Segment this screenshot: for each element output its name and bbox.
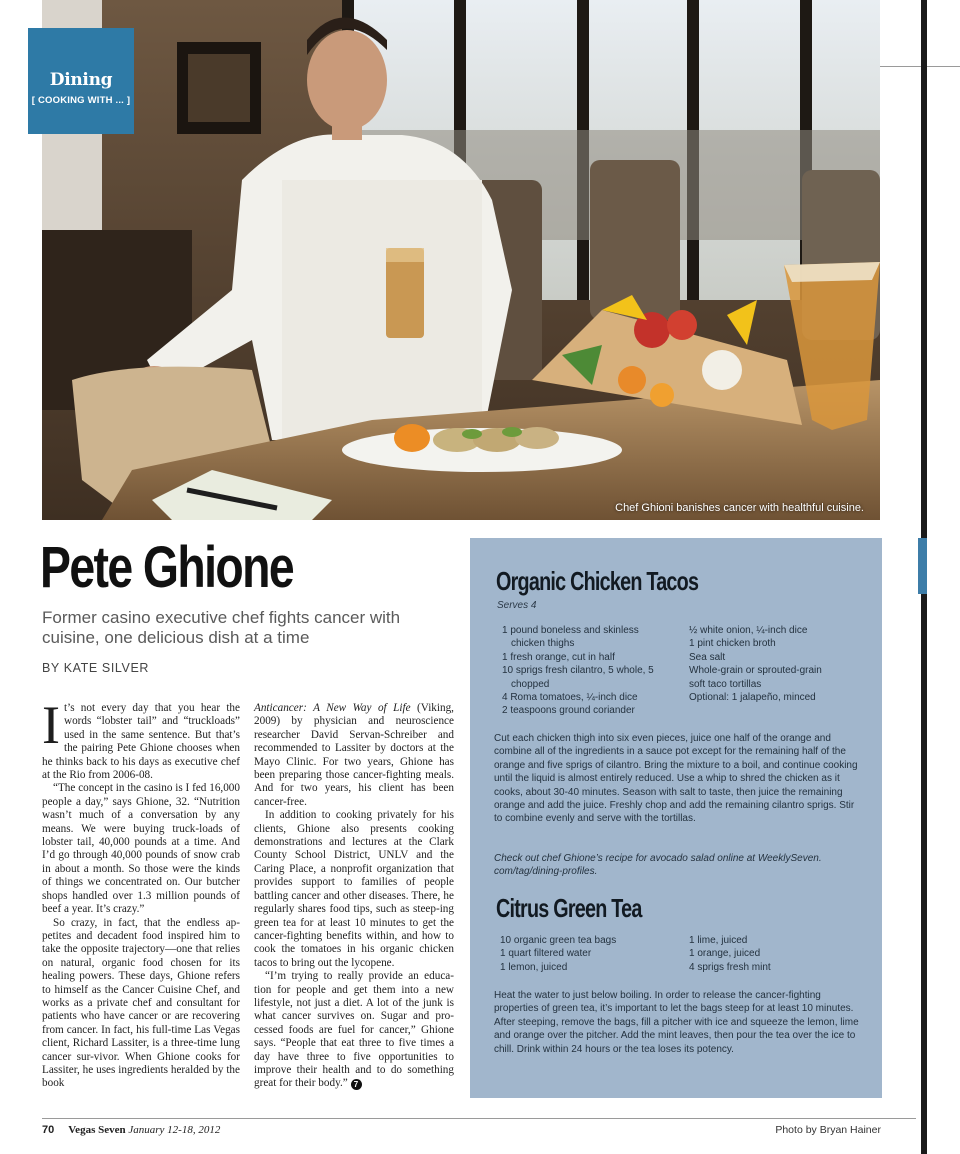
magazine-name: Vegas Seven	[68, 1124, 126, 1136]
recipe-2-ingredients-left	[500, 934, 680, 974]
recipe-1-ingredients-left	[502, 624, 692, 718]
ingredient-item: 1 lemon, juiced	[500, 961, 568, 973]
section-title: Dining	[49, 70, 113, 90]
ingredient-item: 1 pound boneless and skinless	[502, 625, 639, 636]
ingredient-item: 1 lime, juiced	[689, 935, 748, 946]
section-subtitle: [ COOKING WITH ... ]	[31, 95, 131, 106]
article-headline: Pete Ghione	[40, 535, 294, 600]
ingredient-item: soft taco tortillas	[689, 678, 762, 690]
ingredient-item: 10 sprigs fresh cilantro, 5 whole, 5	[502, 665, 654, 677]
edge-line	[880, 66, 960, 67]
ingredient-item: 1 orange, juiced	[689, 948, 761, 960]
ingredient-item: 1 fresh orange, cut in half	[502, 651, 615, 663]
end-mark-icon: 7	[351, 1079, 362, 1090]
photo-credit: Photo by Bryan Hainer	[775, 1124, 881, 1136]
recipe-2-ingredients-right	[689, 934, 869, 974]
recipe-2-instructions: Heat the water to just below boiling. In order to release the cancer-fighting properties of green tea, it’s important to let the bags steep for at least 10 minutes. After steeping, remove the bags, fill a pitcher with ice and squeeze the lemon, lime and orange over the pitcher. Add the mint leaves, then pour the tea over the ice to chill. Drink within 24 hours or the tea loses its potency.	[494, 990, 859, 1055]
ingredient-item: Optional: 1 jalapeño, minced	[689, 692, 816, 704]
article-column-2	[254, 702, 454, 1091]
section-badge	[28, 28, 134, 134]
ingredient-item: ½ white onion, ¼-inch dice	[689, 625, 808, 636]
recipe-2-title: Citrus Green Tea	[496, 893, 642, 923]
hero-photo	[42, 0, 880, 520]
paragraph-5: In addition to cooking privately for his clients, Ghione also presents cooking demonstrations and lectures at the Clark County School District, UNLV and the Caring Place, a nonprofit organization that provides support to families of people battling cancer and other diseases. There, he regularly shares food tips, such as steep-ing green tea for at least 10 minutes to get the cancer-fighting benefits within, and how to cook the tomatoes in his organic chicken tacos to bring out the lycopene.	[254, 809, 454, 969]
recipe-1-ingredients-right	[689, 624, 879, 704]
chef-photo-illustration	[42, 0, 880, 520]
recipe-1-serves: Serves 4	[497, 600, 537, 611]
recipe-box	[470, 538, 882, 1098]
paragraph-1-text: t’s not every day that you hear the words “lobster tail” and “truckloads” used in the same sentence. But that’s the pairing Pete Ghione chooses when he thinks back to his days as executive chef at the Rio from 2006-08.	[42, 702, 240, 782]
ingredient-item: 4 sprigs fresh mint	[689, 961, 771, 973]
ingredient-item: Sea salt	[689, 651, 726, 663]
article-byline: BY KATE SILVER	[42, 661, 150, 675]
article-column-1	[42, 695, 240, 1091]
recipe-1-note: Check out chef Ghione’s recipe for avocado salad online at WeeklySeven. com/tag/dining-profiles.	[494, 853, 822, 878]
photo-caption: Chef Ghioni banishes cancer with healthful cuisine.	[615, 502, 864, 514]
folio	[42, 1124, 220, 1136]
recipe-1-instructions: Cut each chicken thigh into six even pieces, juice one half of the orange and combine all of the ingredients in a sauce pot except for the remaining half of the orange and five sprigs of cilantro. Bring the mixture to a boil, and continue cooking until the liquid is almost entirely reduced. Use a whip to shred the chicken as it cooks, about 30-40 minutes. Season with salt to taste, then juice the remaining orange and add the juice. Freshly chop and add the remaining cilantro sprigs. Stir to combine evenly and serve with the tortillas.	[494, 733, 858, 825]
ingredient-item: Whole-grain or sprouted-grain	[689, 665, 822, 677]
paragraph-6	[254, 970, 454, 1091]
ingredient-item-continued: chicken thighs	[511, 638, 575, 650]
book-title: Anticancer: A New Way of Life	[254, 702, 411, 714]
page-edge-tab	[918, 538, 927, 594]
ingredient-item: 1 pint chicken broth	[689, 638, 776, 650]
ingredient-item: 1 quart filtered water	[500, 948, 592, 960]
issue-date: January 12-18, 2012	[128, 1124, 221, 1136]
paragraph-4-text: (Viking, 2009) by physician and neuroscience researcher David Servan-Schreiber and recommended to Lassiter by doctors at the Mayo Clinic. For two years, Ghione has been preparing those cancer-fighting meals. And for two years, his client has been cancer-free.	[254, 702, 454, 808]
ingredient-item: 4 Roma tomatoes, ¼-inch dice	[502, 692, 638, 704]
paragraph-4	[254, 702, 454, 809]
paragraph-3: So crazy, in fact, that the endless ap-petites and decadent food inspired him to take the opposite trajectory—one that relies on natural, organic food chosen for its healing powers. These days, Ghione refers to himself as the Cancer Cuisine Chef, and works as a private chef and consultant for patients who have cancer or are recovering from cancer. In fact, his full-time Las Vegas client, Richard Lassiter, is a three-time lung cancer sur-vivor. When Ghione cooks for Lassiter, he uses ingredients heralded by the book	[42, 916, 240, 1090]
paragraph-2: “The concept in the casino is I fed 16,000 people a day,” says Ghione, 32. “Nutrition wasn’t much of a conversation by any means. We were buying truck-loads of lobster tail, 40,000 pounds at a time. And I’d go through 40,000 pounds of snow crab in about a month. So those were the kinds of things we concentrated on. Our butcher shops handled over 1.3 million pounds of beef a year. It’s crazy.”	[42, 782, 240, 916]
ingredient-item: 2 teaspoons ground coriander	[502, 705, 635, 717]
paragraph-6-text: “I’m trying to really provide an educa-tion for people and get them into a new lifestyle, not just a diet. A lot of the junk is what cancer survives on. Sugar and pro-cessed foods are fuel for cancer,” Ghione says. “People that eat three to five times a day have three to five opportunities to improve their health and to do something great for their body.”	[254, 970, 454, 1090]
paragraph-1	[42, 695, 240, 782]
recipe-1-title: Organic Chicken Tacos	[496, 566, 699, 596]
drop-cap: I	[42, 695, 60, 755]
footer-rule	[42, 1118, 916, 1119]
ingredient-item: 10 organic green tea bags	[500, 935, 617, 946]
article-dek: Former casino executive chef fights cancer with cuisine, one delicious dish at a time	[42, 608, 401, 647]
ingredient-item-continued: chopped	[511, 678, 550, 690]
page-number: 70	[42, 1124, 55, 1136]
